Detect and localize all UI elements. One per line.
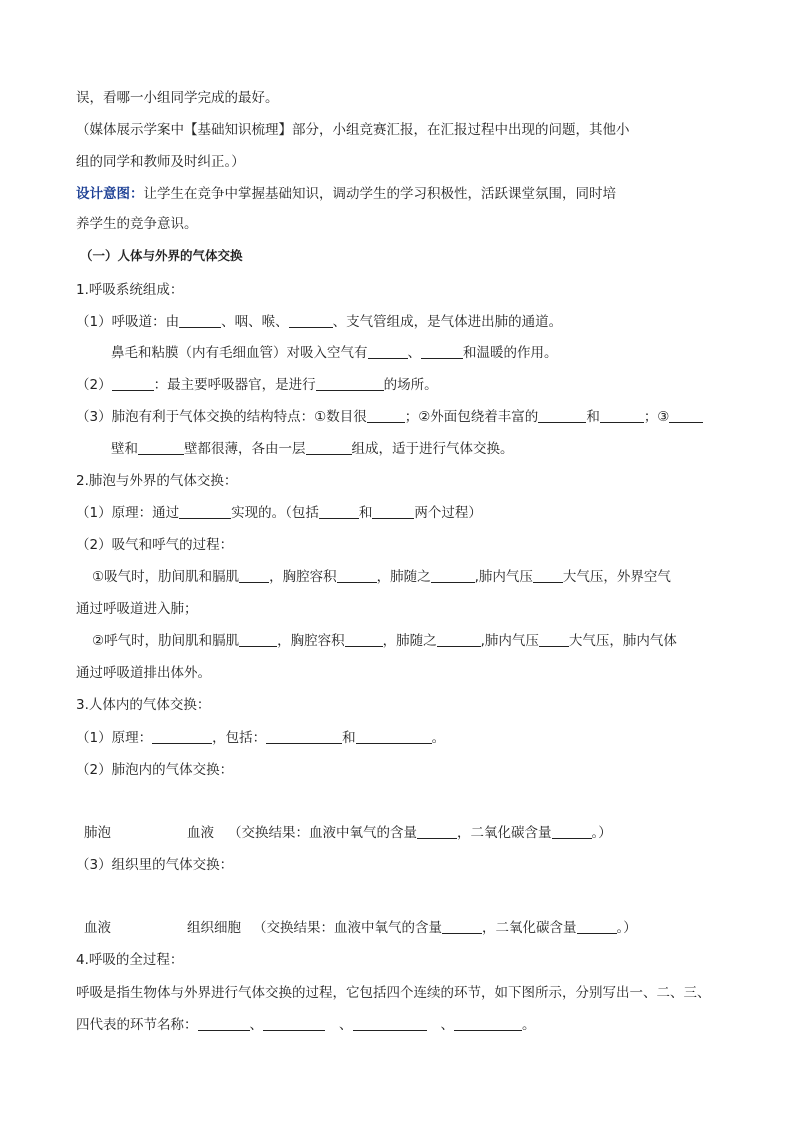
answer-blank[interactable] <box>112 376 154 391</box>
answer-blank[interactable] <box>266 729 342 744</box>
tissue-cells-label: 组织细胞 （交换结果：血液中氧气的含量 ，二氧化碳含量 。） <box>187 920 637 936</box>
s1-item3-cont: 壁和 壁都很薄，各由一层 组成，适于进行气体交换。 <box>111 441 514 457</box>
intro-line-2: （媒体展示学案中【基础知识梳理】部分，小组竞赛汇报，在汇报过程中出现的问题，其他小 <box>76 122 630 138</box>
tissue-blood-label: 血液 <box>84 920 111 936</box>
answer-blank[interactable] <box>437 632 481 647</box>
s2-inhale-cont: 通过呼吸道进入肺； <box>76 601 198 617</box>
answer-blank[interactable] <box>345 632 383 647</box>
s2-process-title: （2）吸气和呼气的过程： <box>76 537 234 553</box>
answer-blank[interactable] <box>239 568 269 583</box>
answer-blank[interactable] <box>239 632 277 647</box>
answer-blank[interactable] <box>431 568 475 583</box>
answer-blank[interactable] <box>179 313 221 328</box>
answer-blank[interactable] <box>179 504 231 519</box>
design-intent-line-1: 设计意图：让学生在竞争中掌握基础知识，调动学生的学习积极性，活跃课堂氛围，同时培 <box>76 186 616 202</box>
intro-line-1: 误，看哪一小组同学完成的最好。 <box>76 90 279 106</box>
answer-blank[interactable] <box>454 1016 522 1031</box>
answer-blank[interactable] <box>368 344 408 359</box>
s2-inhale: ①吸气时，肋间肌和膈肌 ，胸腔容积 ，肺随之 ,肺内气压 大气压，外界空气 <box>92 569 671 585</box>
answer-blank[interactable] <box>372 504 414 519</box>
answer-blank[interactable] <box>538 408 586 423</box>
s1-item2: （2） ：最主要呼吸器官，是进行 的场所。 <box>76 377 438 393</box>
s2-exhale-cont: 通过呼吸道排出体外。 <box>76 665 211 681</box>
s4-text-2: 四代表的环节名称： 、 、 、 。 <box>76 1017 536 1033</box>
s1-item3: （3）肺泡有利于气体交换的结构特点：①数目很 ；②外面包绕着丰富的 和 ；③ <box>76 408 703 426</box>
s4-text-1: 呼吸是指生物体与外界进行气体交换的过程，它包括四个连续的环节，如下图所示，分别写出一、二、三、 <box>76 985 711 1001</box>
design-intent-label: 设计意图： <box>76 186 144 202</box>
answer-blank[interactable] <box>289 313 333 328</box>
s2-exhale: ②呼气时，肋间肌和膈肌 ，胸腔容积 ，肺随之 ,肺内气压 大气压，肺内气体 <box>92 633 677 649</box>
s3-alveoli-title: （2）肺泡内的气体交换： <box>76 762 234 778</box>
answer-blank[interactable] <box>316 376 384 391</box>
section-title: （一）人体与外界的气体交换 <box>80 248 243 263</box>
alveoli-blood-label: 血液 （交换结果：血液中氧气的含量 ，二氧化碳含量 。） <box>187 825 612 841</box>
s3-title: 3.人体内的气体交换： <box>76 697 211 713</box>
s1-item1: （1）呼吸道：由 、咽、喉、 、支气管组成，是气体进出肺的通道。 <box>76 314 563 330</box>
s3-principle: （1）原理： ，包括： 和 。 <box>76 730 446 746</box>
answer-blank[interactable] <box>138 440 184 455</box>
answer-blank[interactable] <box>600 408 644 423</box>
s1-nose-line: 鼻毛和粘膜（内有毛细血管）对吸入空气有 、 和温暖的作用。 <box>111 345 558 361</box>
answer-blank[interactable] <box>552 824 592 839</box>
answer-blank[interactable] <box>353 1016 427 1031</box>
answer-blank[interactable] <box>356 729 432 744</box>
answer-blank[interactable] <box>442 919 482 934</box>
alveoli-label: 肺泡 <box>84 825 111 841</box>
answer-blank[interactable] <box>319 504 359 519</box>
s1-title: 1.呼吸系统组成： <box>76 282 184 298</box>
s3-tissue-title: （3）组织里的气体交换： <box>76 857 234 873</box>
intro-line-3: 组的同学和教师及时纠正。） <box>76 154 245 170</box>
answer-blank[interactable] <box>533 568 563 583</box>
s4-title: 4.呼吸的全过程： <box>76 952 184 968</box>
answer-blank[interactable] <box>152 729 212 744</box>
answer-blank[interactable] <box>198 1016 250 1031</box>
answer-blank[interactable] <box>263 1016 325 1031</box>
answer-blank[interactable] <box>577 919 617 934</box>
design-intent-line-2: 养学生的竞争意识。 <box>76 216 198 232</box>
answer-blank[interactable] <box>539 632 569 647</box>
answer-blank[interactable] <box>306 440 352 455</box>
answer-blank[interactable] <box>337 568 377 583</box>
answer-blank[interactable] <box>367 408 405 423</box>
answer-blank[interactable] <box>669 408 703 423</box>
answer-blank[interactable] <box>421 344 463 359</box>
s2-title: 2.肺泡与外界的气体交换： <box>76 473 238 489</box>
answer-blank[interactable] <box>417 824 457 839</box>
s2-principle: （1）原理：通过 实现的。（包括 和 两个过程） <box>76 505 482 521</box>
